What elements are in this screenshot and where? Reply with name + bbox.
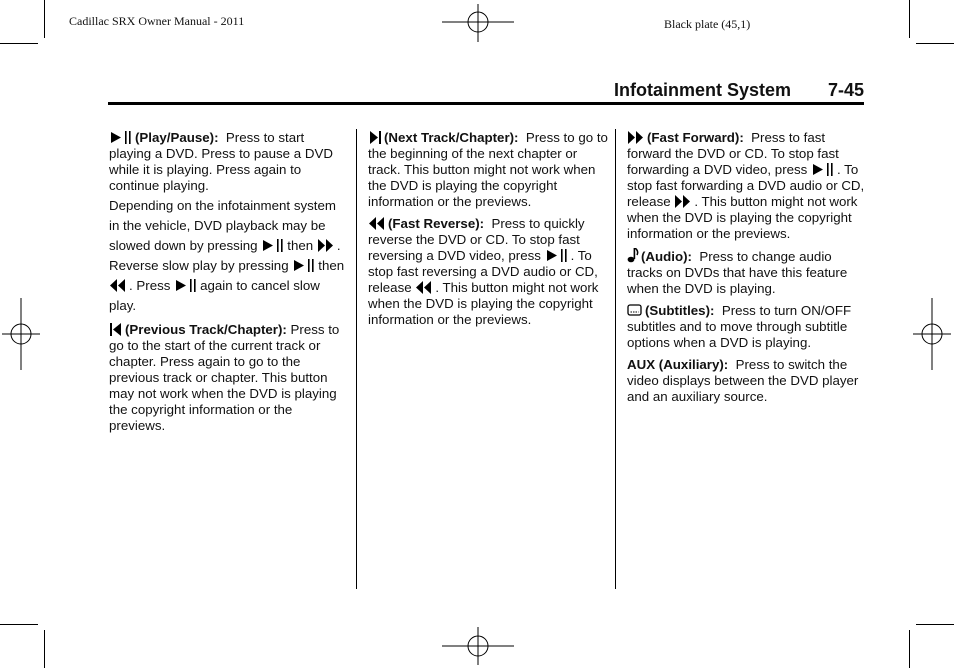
fast-reverse-text-c: . This button might not work when the DVD is playing the copyright information or the previews. — [368, 280, 599, 327]
column-3 — [627, 130, 867, 411]
previous-track-text: Press to go to the start of the current track or chapter. Press again to go to the previous track or chapter. This button may not work when the DVD is playing the copyright information or the previews. — [109, 322, 340, 433]
slow-text-b: then — [287, 238, 314, 253]
fast-forward-icon — [627, 131, 645, 144]
registration-mark-right — [913, 298, 951, 370]
subtitles-paragraph — [627, 303, 867, 351]
slow-play-paragraph — [109, 196, 349, 316]
slow-text-e: . — [129, 278, 133, 293]
column-2 — [368, 130, 608, 334]
play-pause-icon — [811, 163, 835, 176]
next-track-term: (Next Track/Chapter): — [384, 130, 519, 145]
fast-forward-icon — [317, 239, 335, 252]
next-track-icon — [368, 131, 382, 144]
section-title: Infotainment System — [614, 80, 792, 100]
play-pause-icon — [545, 249, 569, 262]
aux-paragraph — [627, 357, 867, 405]
fast-forward-text-a: Press to fast forward the DVD or CD. To stop fast forwarding a DVD video, press — [627, 130, 839, 177]
slow-text-f: Press — [136, 278, 171, 293]
previous-track-term: (Previous Track/Chapter): — [125, 322, 287, 337]
column-1 — [109, 130, 349, 440]
play-pause-term: (Play/Pause): — [135, 130, 219, 145]
fast-reverse-icon — [109, 279, 127, 292]
aux-term: AUX (Auxiliary): — [627, 357, 729, 372]
fast-forward-text-c: . This button might not work when the DVD is playing the copyright information or the previews. — [627, 194, 858, 241]
previous-track-icon — [109, 323, 123, 336]
slow-text-c: . Reverse slow play by pressing — [109, 238, 341, 273]
crop-mark — [909, 0, 910, 38]
page-number: 7-45 — [828, 80, 865, 100]
fast-reverse-text-a: Press to quickly reverse the DVD or CD. To stop fast reversing a DVD video, press — [368, 216, 585, 263]
slow-text-d: then — [318, 258, 345, 273]
fast-reverse-paragraph — [368, 216, 608, 328]
crop-mark — [916, 624, 954, 625]
audio-note-icon — [627, 248, 639, 263]
next-track-paragraph — [368, 130, 608, 210]
header-rule — [108, 102, 864, 105]
audio-term: (Audio): — [641, 249, 692, 264]
crop-mark — [0, 43, 38, 44]
column-divider — [615, 129, 616, 589]
registration-mark-left — [2, 298, 40, 370]
fast-forward-term: (Fast Forward): — [647, 130, 744, 145]
fast-reverse-icon — [415, 281, 433, 294]
manual-title: Cadillac SRX Owner Manual - 2011 — [69, 14, 245, 28]
play-pause-icon — [292, 259, 316, 272]
subtitles-icon — [627, 304, 643, 317]
fast-reverse-icon — [368, 217, 386, 230]
previous-track-paragraph — [109, 322, 349, 434]
crop-mark — [909, 630, 910, 668]
fast-forward-icon — [674, 195, 692, 208]
play-pause-paragraph — [109, 130, 349, 194]
aux-text: Press to switch the video displays between the DVD player and an auxiliary source. — [627, 357, 859, 404]
fast-forward-paragraph — [627, 130, 867, 242]
registration-mark-top — [442, 4, 514, 42]
slow-text-a: Depending on the infotainment system in the vehicle, DVD playback may be slowed down by pressing — [109, 198, 336, 253]
audio-text: Press to change audio tracks on DVDs that have this feature when the DVD is playing. — [627, 249, 848, 296]
fast-reverse-text-b: . To stop fast reversing a DVD audio or CD, release — [368, 248, 598, 295]
fast-reverse-term: (Fast Reverse): — [388, 216, 485, 231]
crop-mark — [44, 630, 45, 668]
crop-mark — [916, 43, 954, 44]
subtitles-text: Press to turn ON/OFF subtitles and to move through subtitle options when a DVD is playing. — [627, 303, 852, 350]
fast-forward-text-b: . To stop fast forwarding a DVD audio or CD, release — [627, 162, 865, 209]
slow-text-g: again to cancel slow play. — [109, 278, 320, 313]
registration-mark-bottom — [442, 627, 514, 665]
crop-mark — [44, 0, 45, 38]
plate-label: Black plate (45,1) — [664, 17, 751, 31]
play-pause-text: Press to start playing a DVD. Press to pause a DVD while it is playing. Press again to continue playing. — [109, 130, 333, 193]
next-track-text: Press to go to the beginning of the next chapter or track. This button might not work when the DVD is playing the copyright information or the previews. — [368, 130, 608, 209]
play-pause-icon — [174, 279, 198, 292]
column-divider — [356, 129, 357, 589]
crop-mark — [0, 624, 38, 625]
play-pause-icon — [261, 239, 285, 252]
audio-paragraph — [627, 248, 867, 297]
play-pause-icon — [109, 131, 133, 144]
subtitles-term: (Subtitles): — [645, 303, 715, 318]
